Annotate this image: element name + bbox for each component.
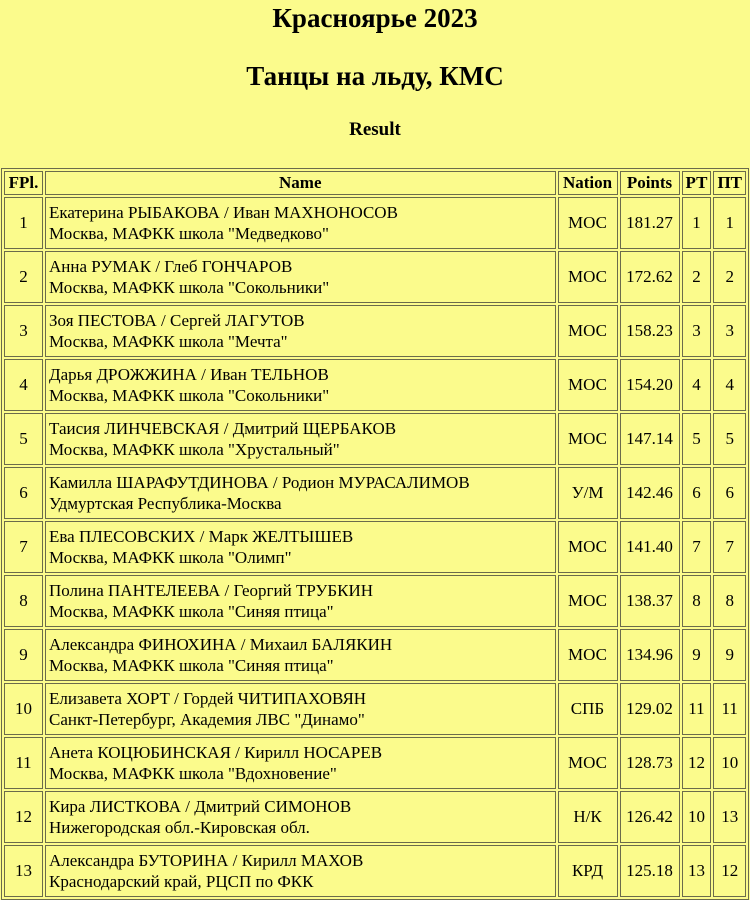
- cell-free-dance-place: 10: [713, 737, 746, 789]
- skater-names: Екатерина РЫБАКОВА / Иван МАХНОНОСОВ: [49, 203, 398, 222]
- cell-rhythm-dance-place: 1: [682, 197, 712, 249]
- skater-names: Зоя ПЕСТОВА / Сергей ЛАГУТОВ: [49, 311, 305, 330]
- table-row: [4, 683, 746, 735]
- cell-points: 128.73: [620, 737, 680, 789]
- cell-name: [45, 197, 556, 249]
- column-header-points: Points: [620, 171, 680, 195]
- cell-nation: У/М: [558, 467, 618, 519]
- cell-name: [45, 575, 556, 627]
- column-header-rhythm-dance: РТ: [682, 171, 712, 195]
- club-region: Москва, МАФКК школа "Олимп": [49, 548, 292, 567]
- skater-names: Кира ЛИСТКОВА / Дмитрий СИМОНОВ: [49, 797, 352, 816]
- cell-points: 134.96: [620, 629, 680, 681]
- cell-rhythm-dance-place: 10: [682, 791, 712, 843]
- cell-free-dance-place: 6: [713, 467, 746, 519]
- cell-final-place: 3: [4, 305, 43, 357]
- table-row: [4, 791, 746, 843]
- cell-nation: МОС: [558, 359, 618, 411]
- cell-free-dance-place: 13: [713, 791, 746, 843]
- cell-rhythm-dance-place: 8: [682, 575, 712, 627]
- cell-nation: МОС: [558, 197, 618, 249]
- skater-names: Ева ПЛЕСОВСКИХ / Марк ЖЕЛТЫШЕВ: [49, 527, 354, 546]
- cell-nation: СПБ: [558, 683, 618, 735]
- table-row: [4, 305, 746, 357]
- skater-names: Дарья ДРОЖЖИНА / Иван ТЕЛЬНОВ: [49, 365, 329, 384]
- column-header-free-dance: ПТ: [713, 171, 746, 195]
- cell-rhythm-dance-place: 9: [682, 629, 712, 681]
- cell-nation: МОС: [558, 305, 618, 357]
- cell-rhythm-dance-place: 11: [682, 683, 712, 735]
- cell-nation: МОС: [558, 251, 618, 303]
- cell-final-place: 4: [4, 359, 43, 411]
- table-header-row: [4, 171, 746, 195]
- cell-free-dance-place: 2: [713, 251, 746, 303]
- club-region: Москва, МАФКК школа "Синяя птица": [49, 656, 334, 675]
- cell-final-place: 9: [4, 629, 43, 681]
- cell-nation: МОС: [558, 575, 618, 627]
- column-header-nation: Nation: [558, 171, 618, 195]
- club-region: Москва, МАФКК школа "Синяя птица": [49, 602, 334, 621]
- club-region: Москва, МАФКК школа "Мечта": [49, 332, 288, 351]
- cell-final-place: 1: [4, 197, 43, 249]
- cell-points: 158.23: [620, 305, 680, 357]
- cell-free-dance-place: 4: [713, 359, 746, 411]
- cell-final-place: 5: [4, 413, 43, 465]
- cell-name: [45, 845, 556, 897]
- cell-rhythm-dance-place: 5: [682, 413, 712, 465]
- cell-nation: МОС: [558, 521, 618, 573]
- cell-nation: МОС: [558, 737, 618, 789]
- skater-names: Полина ПАНТЕЛЕЕВА / Георгий ТРУБКИН: [49, 581, 374, 600]
- cell-points: 126.42: [620, 791, 680, 843]
- club-region: Москва, МАФКК школа "Вдохновение": [49, 764, 337, 783]
- table-row: [4, 737, 746, 789]
- cell-rhythm-dance-place: 13: [682, 845, 712, 897]
- cell-free-dance-place: 5: [713, 413, 746, 465]
- cell-nation: МОС: [558, 413, 618, 465]
- cell-free-dance-place: 9: [713, 629, 746, 681]
- page-title: Красноярье 2023: [272, 3, 478, 33]
- club-region: Москва, МАФКК школа "Сокольники": [49, 278, 330, 297]
- cell-name: [45, 683, 556, 735]
- cell-nation: МОС: [558, 629, 618, 681]
- cell-nation: Н/К: [558, 791, 618, 843]
- table-row: [4, 629, 746, 681]
- table-row: [4, 845, 746, 897]
- table-row: [4, 359, 746, 411]
- club-region: Москва, МАФКК школа "Сокольники": [49, 386, 330, 405]
- cell-final-place: 6: [4, 467, 43, 519]
- cell-name: [45, 737, 556, 789]
- cell-final-place: 7: [4, 521, 43, 573]
- cell-name: [45, 305, 556, 357]
- cell-final-place: 10: [4, 683, 43, 735]
- club-region: Москва, МАФКК школа "Медведково": [49, 224, 329, 243]
- results-table: [1, 168, 749, 900]
- cell-free-dance-place: 1: [713, 197, 746, 249]
- cell-name: [45, 359, 556, 411]
- cell-name: [45, 467, 556, 519]
- cell-rhythm-dance-place: 4: [682, 359, 712, 411]
- cell-final-place: 2: [4, 251, 43, 303]
- cell-points: 181.27: [620, 197, 680, 249]
- cell-points: 129.02: [620, 683, 680, 735]
- club-region: Удмуртская Республика-Москва: [49, 494, 282, 513]
- cell-points: 147.14: [620, 413, 680, 465]
- cell-name: [45, 629, 556, 681]
- cell-final-place: 13: [4, 845, 43, 897]
- skater-names: Анна РУМАК / Глеб ГОНЧАРОВ: [49, 257, 293, 276]
- column-header-final-place: FPl.: [4, 171, 43, 195]
- cell-final-place: 8: [4, 575, 43, 627]
- table-row: [4, 197, 746, 249]
- cell-rhythm-dance-place: 2: [682, 251, 712, 303]
- cell-rhythm-dance-place: 7: [682, 521, 712, 573]
- table-row: [4, 521, 746, 573]
- cell-rhythm-dance-place: 6: [682, 467, 712, 519]
- club-region: Нижегородская обл.-Кировская обл.: [49, 818, 310, 837]
- cell-points: 141.40: [620, 521, 680, 573]
- table-row: [4, 467, 746, 519]
- event-subtitle: Танцы на льду, КМС: [246, 61, 504, 91]
- cell-free-dance-place: 8: [713, 575, 746, 627]
- skater-names: Анета КОЦЮБИНСКАЯ / Кирилл НОСАРЕВ: [49, 743, 383, 762]
- cell-free-dance-place: 3: [713, 305, 746, 357]
- cell-name: [45, 413, 556, 465]
- cell-points: 138.37: [620, 575, 680, 627]
- table-row: [4, 251, 746, 303]
- cell-rhythm-dance-place: 12: [682, 737, 712, 789]
- cell-points: 125.18: [620, 845, 680, 897]
- club-region: Москва, МАФКК школа "Хрустальный": [49, 440, 340, 459]
- section-title: Result: [349, 119, 401, 140]
- cell-free-dance-place: 12: [713, 845, 746, 897]
- skater-names: Таисия ЛИНЧЕВСКАЯ / Дмитрий ЩЕРБАКОВ: [49, 419, 397, 438]
- skater-names: Александра БУТОРИНА / Кирилл МАХОВ: [49, 851, 364, 870]
- club-region: Санкт-Петербург, Академия ЛВС "Динамо": [49, 710, 365, 729]
- cell-final-place: 12: [4, 791, 43, 843]
- skater-names: Камилла ШАРАФУТДИНОВА / Родион МУРАСАЛИМОВ: [49, 473, 470, 492]
- cell-name: [45, 791, 556, 843]
- cell-rhythm-dance-place: 3: [682, 305, 712, 357]
- club-region: Краснодарский край, РЦСП по ФКК: [49, 872, 314, 891]
- cell-name: [45, 521, 556, 573]
- cell-nation: КРД: [558, 845, 618, 897]
- cell-name: [45, 251, 556, 303]
- cell-points: 142.46: [620, 467, 680, 519]
- cell-points: 154.20: [620, 359, 680, 411]
- table-row: [4, 413, 746, 465]
- cell-points: 172.62: [620, 251, 680, 303]
- skater-names: Александра ФИНОХИНА / Михаил БАЛЯКИН: [49, 635, 393, 654]
- cell-final-place: 11: [4, 737, 43, 789]
- cell-free-dance-place: 11: [713, 683, 746, 735]
- column-header-name: Name: [45, 171, 556, 195]
- skater-names: Елизавета ХОРТ / Гордей ЧИТИПАХОВЯН: [49, 689, 367, 708]
- table-row: [4, 575, 746, 627]
- cell-free-dance-place: 7: [713, 521, 746, 573]
